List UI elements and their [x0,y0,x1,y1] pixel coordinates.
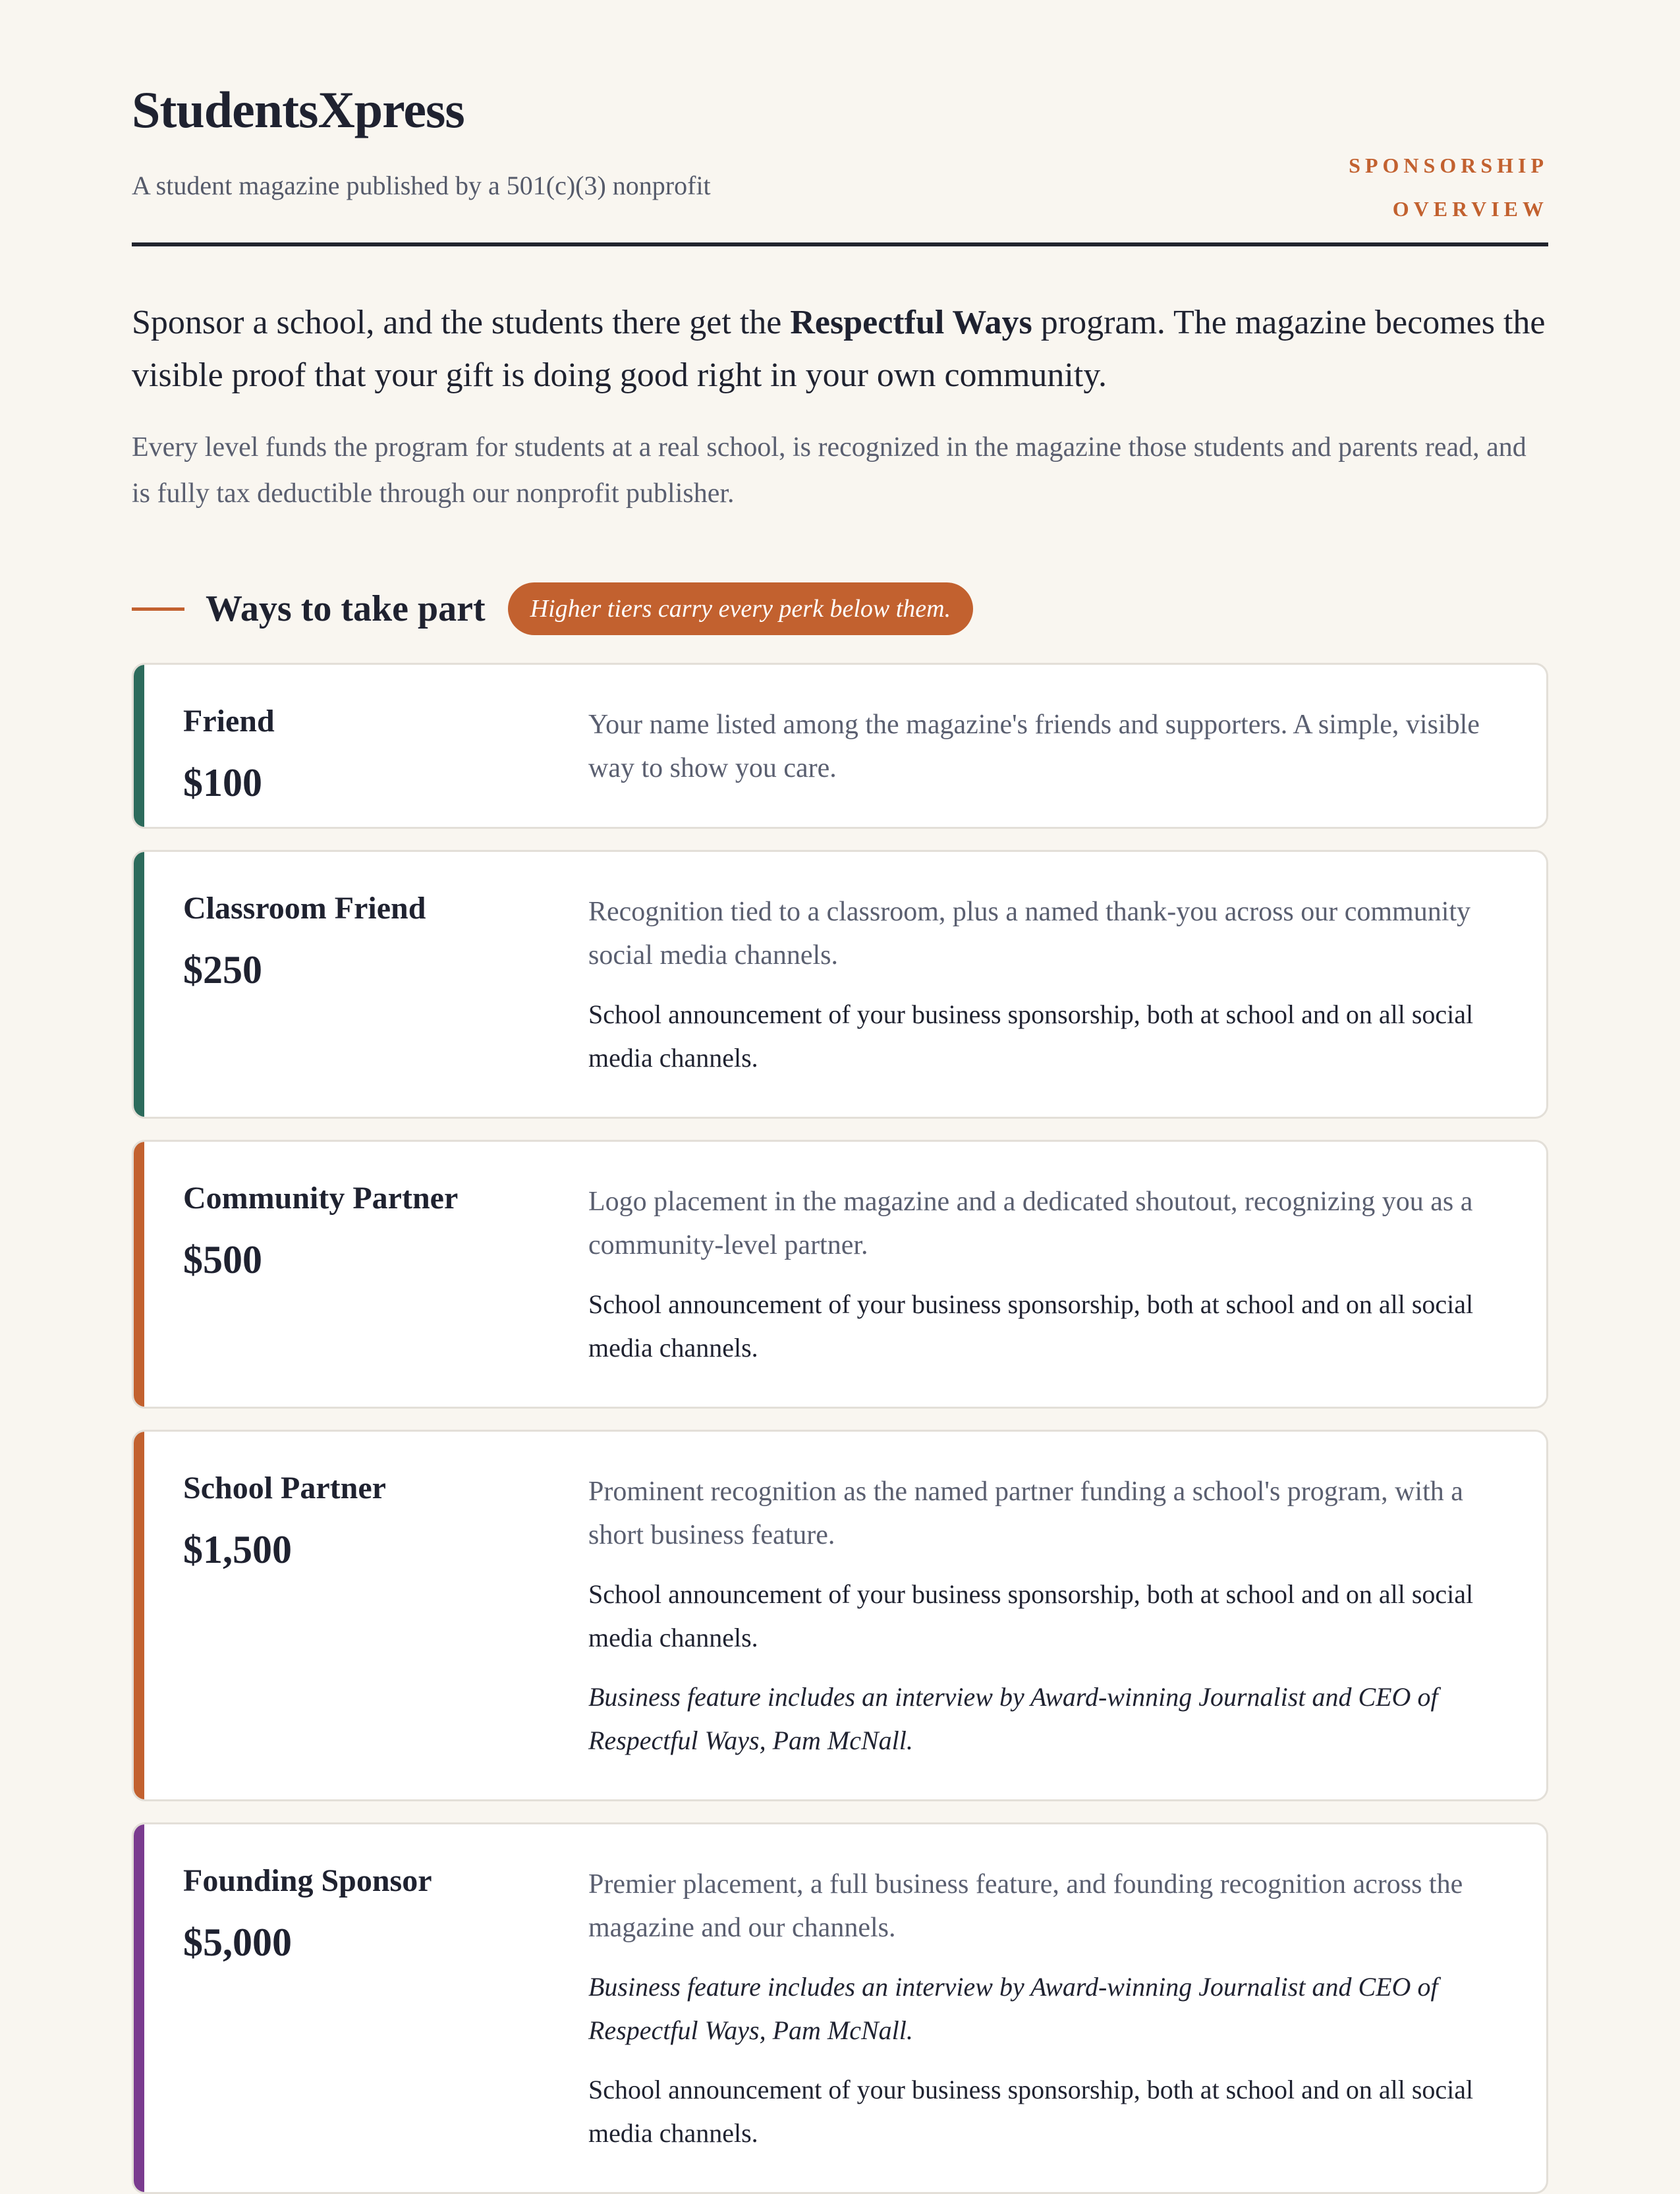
tier-perk-note: School announcement of your business sponsorship, both at school and on all social media channels. [588,999,1474,1073]
tier-perk-desc: Prominent recognition as the named partner funding a school's program, with a short business feature. [588,1477,1463,1550]
tier-perk-desc: Premier placement, a full business feature, and founding recognition across the magazine and our channels. [588,1869,1463,1943]
tier-perk-note: School announcement of your business sponsorship, both at school and on all social media channels. [588,2075,1474,2148]
tier-name: School Partner [183,1471,386,1505]
tier-perk-feature: Business feature includes an interview by Award-winning Journalist and CEO of Respectful Ways, Pam McNall. [588,1972,1438,2045]
document-label [1349,144,1548,231]
magazine-tagline: A student magazine published by a 501(c)(3) nonprofit [132,171,711,200]
tier-accent-bar [134,1142,144,1407]
tier-price: $1,500 [183,1528,292,1571]
section-title: Ways to take part [206,588,486,629]
section-rule [132,607,184,611]
tier-accent-bar [134,665,144,827]
tier-perks [588,1142,1546,1407]
intro-lead-start: Sponsor a school, and the students there get the [132,304,791,341]
masthead [132,0,1548,246]
tier-heading [134,852,588,1117]
tier-perks [588,1432,1546,1799]
intro-lead-end: program. The magazine becomes the visible proof that your gift is doing good right in your own community. [132,304,1546,394]
document-label-line-1: SPONSORSHIP [1349,154,1548,177]
section-note-badge: Higher tiers carry every perk below them. [508,582,973,635]
tier-card [132,1822,1548,2194]
tier-name: Community Partner [183,1181,459,1216]
tier-accent-bar [134,852,144,1117]
tier-heading [134,665,588,827]
tier-price: $500 [183,1238,262,1281]
document-label-line-2: OVERVIEW [1392,197,1548,221]
tier-accent-bar [134,1824,144,2192]
tier-perk-note: School announcement of your business sponsorship, both at school and on all social media channels. [588,1579,1474,1652]
tier-name: Founding Sponsor [183,1863,432,1898]
tier-name: Friend [183,704,275,739]
tier-perk-desc: Your name listed among the magazine's friends and supporters. A simple, visible way to show you care. [588,710,1480,783]
tier-accent-bar [134,1432,144,1799]
intro-subtext: Every level funds the program for students at a real school, is recognized in the magazine those students and parents read, and is fully tax deductible through our nonprofit publisher. [132,432,1526,509]
tier-list [132,663,1548,2194]
intro-lead [132,296,1548,402]
tier-perks [588,665,1546,827]
tier-card [132,663,1548,829]
tier-card [132,1140,1548,1409]
tier-name: Classroom Friend [183,891,426,926]
magazine-title: StudentsXpress [132,81,464,138]
tier-card [132,1430,1548,1801]
tier-heading [134,1432,588,1799]
tier-price: $250 [183,948,262,992]
program-name: Respectful Ways [790,304,1032,341]
tier-perk-feature: Business feature includes an interview by Award-winning Journalist and CEO of Respectful Ways, Pam McNall. [588,1682,1438,1755]
tier-perk-note: School announcement of your business sponsorship, both at school and on all social media channels. [588,1289,1474,1363]
tier-heading [134,1824,588,2192]
tier-perks [588,1824,1546,2192]
tier-card [132,850,1548,1119]
tier-price: $100 [183,761,262,804]
section-header [132,582,1548,635]
tier-perk-desc: Logo placement in the magazine and a dedicated shoutout, recognizing you as a community-level partner. [588,1187,1473,1260]
tier-price: $5,000 [183,1921,292,1964]
tier-perk-desc: Recognition tied to a classroom, plus a named thank-you across our community social media channels. [588,897,1471,970]
tier-perks [588,852,1546,1117]
tier-heading [134,1142,588,1407]
